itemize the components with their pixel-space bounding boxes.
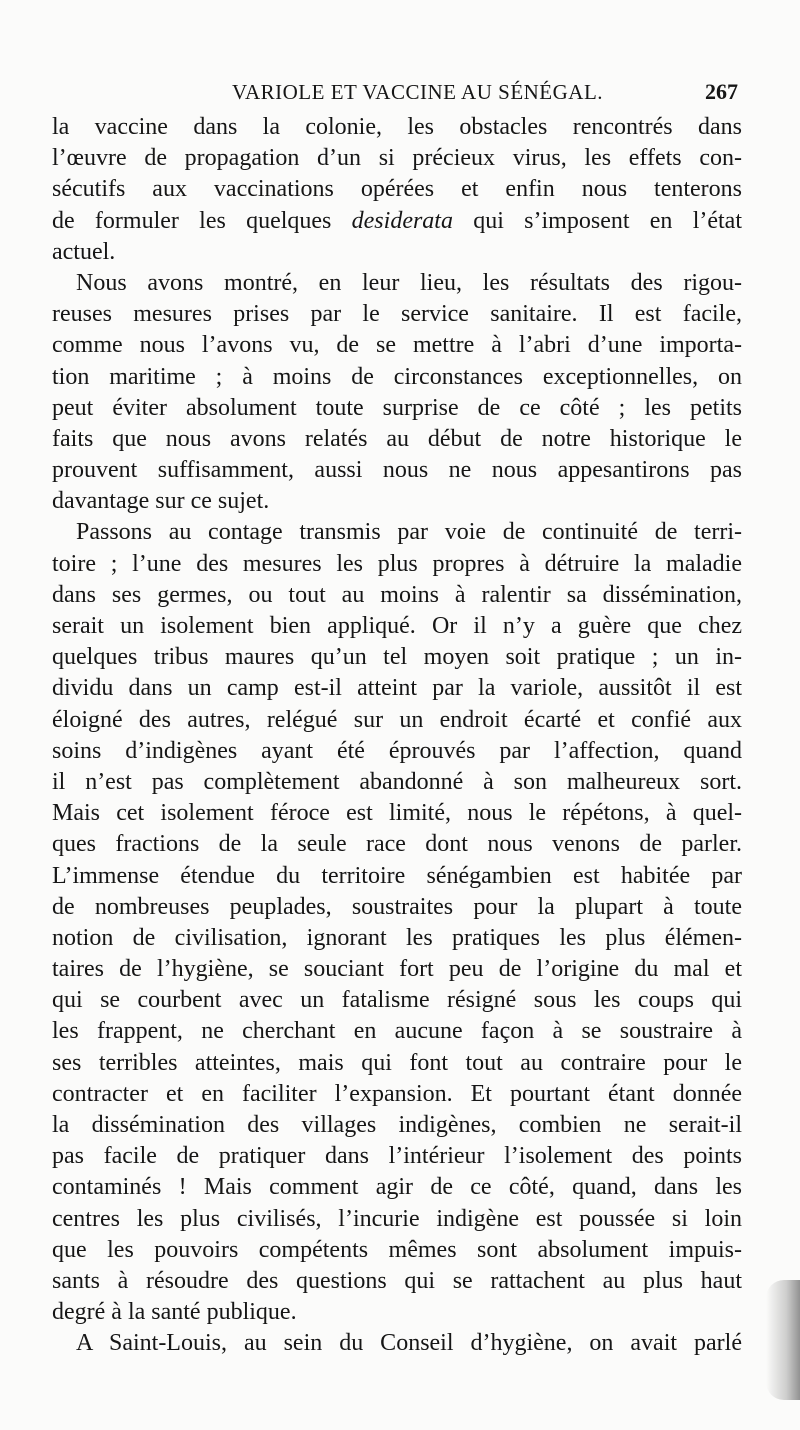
text-line: l’œuvre de propagation d’un si précieux virus, les effets con- <box>52 145 742 172</box>
text-line: taires de l’hygiène, se souciant fort peu de l’origine du mal et <box>52 956 742 983</box>
text-line: actuel. <box>52 238 116 265</box>
text-line: contaminés ! Mais comment agir de ce côté, quand, dans les <box>52 1174 742 1201</box>
text-line: peut éviter absolument toute surprise de ce côté ; les petits <box>52 394 742 421</box>
text-line: notion de civilisation, ignorant les pratiques les plus élémen- <box>52 924 742 951</box>
text-line: dans ses germes, ou tout au moins à ralentir sa dissémination, <box>52 581 742 608</box>
text-line: la vaccine dans la colonie, les obstacles rencontrés dans <box>52 114 742 140</box>
text-line: soins d’indigènes ayant été éprouvés par l’affection, quand <box>52 737 742 764</box>
text-line: que les pouvoirs compétents mêmes sont absolument impuis- <box>52 1236 742 1263</box>
text-line: Nous avons montré, en leur lieu, les résultats des rigou- <box>76 269 742 296</box>
text-line: degré à la santé publique. <box>52 1299 297 1326</box>
text-line: Mais cet isolement féroce est limité, nous le répétons, à quel- <box>52 800 742 827</box>
page-header <box>52 72 742 112</box>
running-title: VARIOLE ET VACCINE AU SÉNÉGAL. <box>232 80 604 104</box>
text-line: A Saint-Louis, au sein du Conseil d’hygiène, on avait parlé <box>76 1330 742 1357</box>
text-line: qui se courbent avec un fatalisme résigné sous les coups qui <box>52 987 742 1014</box>
text-line: sécutifs aux vaccinations opérées et enfin nous tenterons <box>52 176 742 203</box>
text-line: davantage sur ce sujet. <box>52 488 270 515</box>
text-line: pas facile de pratiquer dans l’intérieur l’isolement des points <box>52 1143 742 1170</box>
text-line: dividu dans un camp est-il atteint par la variole, aussitôt il est <box>52 675 742 702</box>
text-line: tion maritime ; à moins de circonstances exceptionnelles, on <box>52 363 742 390</box>
text-line: il n’est pas complètement abandonné à son malheureux sort. <box>52 768 742 795</box>
text-line: les frappent, ne cherchant en aucune façon à se soustraire à <box>52 1018 742 1045</box>
body-text <box>52 112 742 1360</box>
text-line: de nombreuses peuplades, soustraites pour la plupart à toute <box>52 893 742 920</box>
text-line: Passons au contage transmis par voie de continuité de terri- <box>76 519 742 546</box>
text-line: comme nous l’avons vu, de se mettre à l’abri d’une importa- <box>52 332 742 359</box>
text-line: la dissémination des villages indigènes, combien ne serait-il <box>52 1112 742 1138</box>
text-line: toire ; l’une des mesures les plus propres à détruire la maladie <box>52 550 742 577</box>
text-line: de formuler les quelques desiderata qui s’imposent en l’état <box>52 207 742 234</box>
text-line: serait un isolement bien appliqué. Or il n’y a guère que chez <box>52 613 742 639</box>
text-line: reuses mesures prises par le service sanitaire. Il est facile, <box>52 301 742 328</box>
text-line: centres les plus civilisés, l’incurie indigène est poussée si loin <box>52 1205 742 1232</box>
text-line: faits que nous avons relatés au début de notre historique le <box>52 425 742 452</box>
text-line: ques fractions de la seule race dont nous venons de parler. <box>52 831 742 858</box>
text-line: L’immense étendue du territoire sénégambien est habitée par <box>52 862 742 889</box>
text-line: ses terribles atteintes, mais qui font tout au contraire pour le <box>52 1049 742 1076</box>
italic-term: desiderata <box>351 207 453 234</box>
page-edge-shadow <box>766 1280 800 1400</box>
text-line: quelques tribus maures qu’un tel moyen soit pratique ; un in- <box>52 644 742 671</box>
text-line: contracter et en faciliter l’expansion. Et pourtant étant donnée <box>52 1080 742 1107</box>
page-number: 267 <box>705 79 738 104</box>
text-line: prouvent suffisamment, aussi nous ne nous appesantirons pas <box>52 457 742 484</box>
text-line: sants à résoudre des questions qui se rattachent au plus haut <box>52 1267 742 1294</box>
text-line: éloigné des autres, relégué sur un endroit écarté et confié aux <box>52 706 742 733</box>
